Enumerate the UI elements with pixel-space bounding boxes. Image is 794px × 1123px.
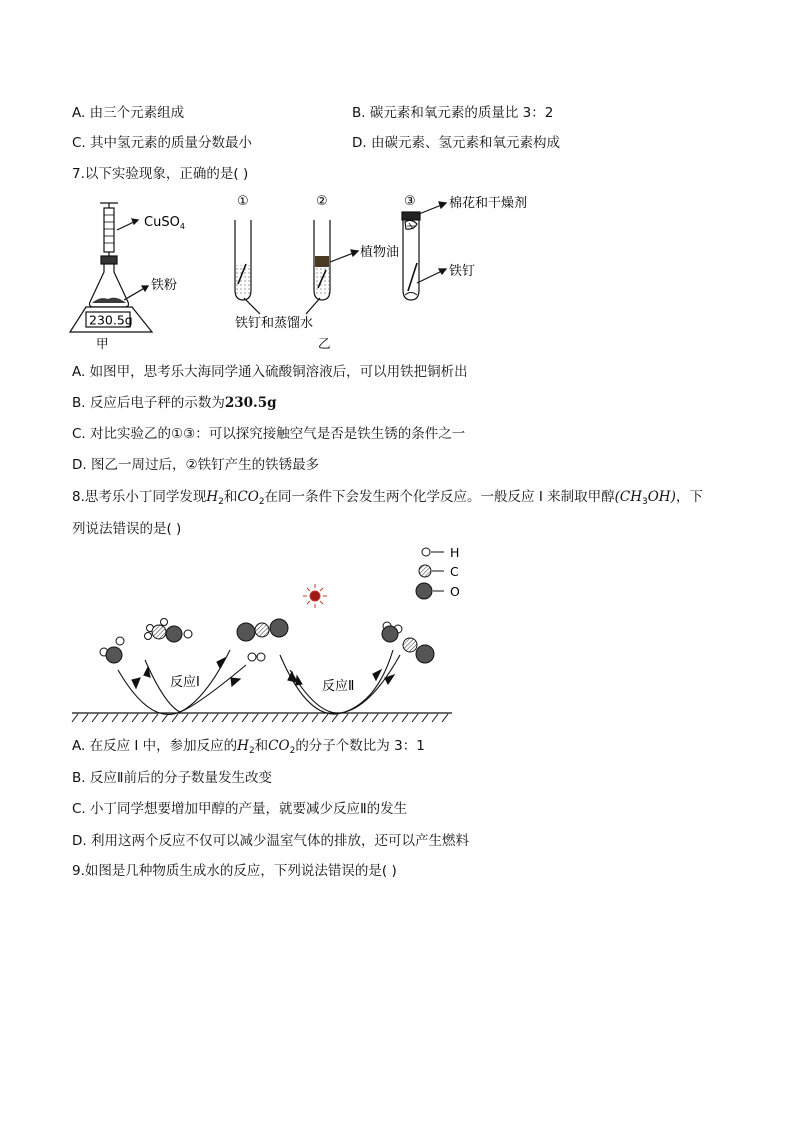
q8-stem-part1: 8.思考乐小丁同学发现 [72, 489, 207, 505]
q8-co2: CO [237, 489, 259, 505]
q8-h2: H [206, 489, 219, 505]
co-molecule [403, 638, 434, 663]
atom-legend [416, 548, 444, 599]
q6-option-d: D. 由碳元素、氢元素和氧元素构成 [352, 135, 560, 151]
label-jia: 甲 [96, 336, 109, 351]
tube-1-label: ① [237, 194, 249, 209]
q8-option-d: D. 利用这两个反应不仅可以减少温室气体的排放，还可以产生燃料 [72, 833, 469, 849]
ground-surface [72, 713, 452, 722]
q8-stem-part2: 和 [223, 489, 238, 505]
iron-powder-label: 铁粉 [151, 278, 178, 293]
q7-option-a: A. 如图甲，思考乐大海同学通入硫酸铜溶液后，可以用铁把铜析出 [72, 364, 468, 380]
q8-option-a [72, 737, 425, 760]
sun-icon [303, 584, 327, 608]
q6-option-c: C. 其中氢元素的质量分数最小 [72, 135, 253, 151]
water-molecule [100, 637, 124, 663]
label-yi: 乙 [318, 336, 331, 351]
legend-h-label: H [450, 545, 460, 560]
q8-option-b: B. 反应Ⅱ前后的分子数量发生改变 [72, 770, 272, 786]
q8-co2-sub: 2 [258, 497, 265, 507]
cuso4-label: CuSO$_4$ [144, 215, 185, 231]
reaction-2-label: 反应Ⅱ [322, 679, 355, 694]
vegetable-oil-label: 植物油 [360, 245, 400, 260]
q8-option-a-h2: H [237, 738, 249, 754]
q8-option-a-co2-sub: 2 [289, 746, 296, 756]
q8-stem-part3: 在同一条件下会发生两个化学反应。一般反应 I 来制取甲醇 [264, 489, 615, 505]
q7-option-d: D. 图乙一周过后，②铁钉产生的铁锈最多 [72, 457, 320, 473]
q6-option-a: A. 由三个元素组成 [72, 105, 185, 121]
q7-option-c: C. 对比实验乙的①③：可以探究接触空气是否是铁生锈的条件之一 [72, 426, 466, 442]
q8-option-c: C. 小丁同学想要增加甲醇的产量，就要减少反应Ⅱ的发生 [72, 801, 408, 817]
tube-3-label: ③ [404, 194, 416, 209]
q6-option-b: B. 碳元素和氧元素的质量比 3：2 [352, 105, 554, 121]
legend-c-label: C [450, 564, 459, 579]
q8-methanol: (CH [614, 489, 642, 505]
q8-option-a-text: A. 在反应 I 中，参加反应的 [72, 738, 238, 754]
q7-stem: 7.以下实验现象，正确的是( ) [72, 166, 249, 182]
q8-stem-part4: ，下 [675, 489, 703, 505]
nail-water-label: 铁钉和蒸馏水 [235, 316, 314, 331]
water-molecule-2 [382, 622, 402, 642]
h2-molecule [248, 653, 265, 661]
q9-stem: 9.如图是几种物质生成水的反应，下列说法错误的是( ) [72, 863, 397, 879]
q7-option-b-value: 230.5g [224, 395, 277, 411]
q8-option-a-h2-sub: 2 [248, 746, 255, 756]
q8-option-a-co2: CO [268, 738, 290, 754]
q8-option-a-and: 和 [254, 738, 269, 754]
co2-molecule-1 [237, 619, 288, 641]
reaction-1-label: 反应I [170, 675, 200, 690]
q7-option-b-text: B. 反应后电子秤的示数为 [72, 395, 225, 411]
cotton-desiccant-label: 棉花和干燥剂 [449, 196, 528, 211]
scale-reading: 230.5g [89, 312, 133, 328]
q8-option-a-ratio: 的分子个数比为 3：1 [295, 738, 425, 754]
tube-2-label: ② [316, 194, 328, 209]
q8-methanol-sub: 3 [642, 497, 648, 507]
q8-stem-line2: 列说法错误的是( ) [72, 521, 182, 537]
q8-h2-sub: 2 [218, 497, 224, 507]
legend-o-label: O [450, 584, 460, 599]
methanol-molecule [145, 619, 193, 643]
q8-methanol-end: OH) [647, 489, 676, 505]
iron-nail-label: 铁钉 [449, 264, 476, 279]
